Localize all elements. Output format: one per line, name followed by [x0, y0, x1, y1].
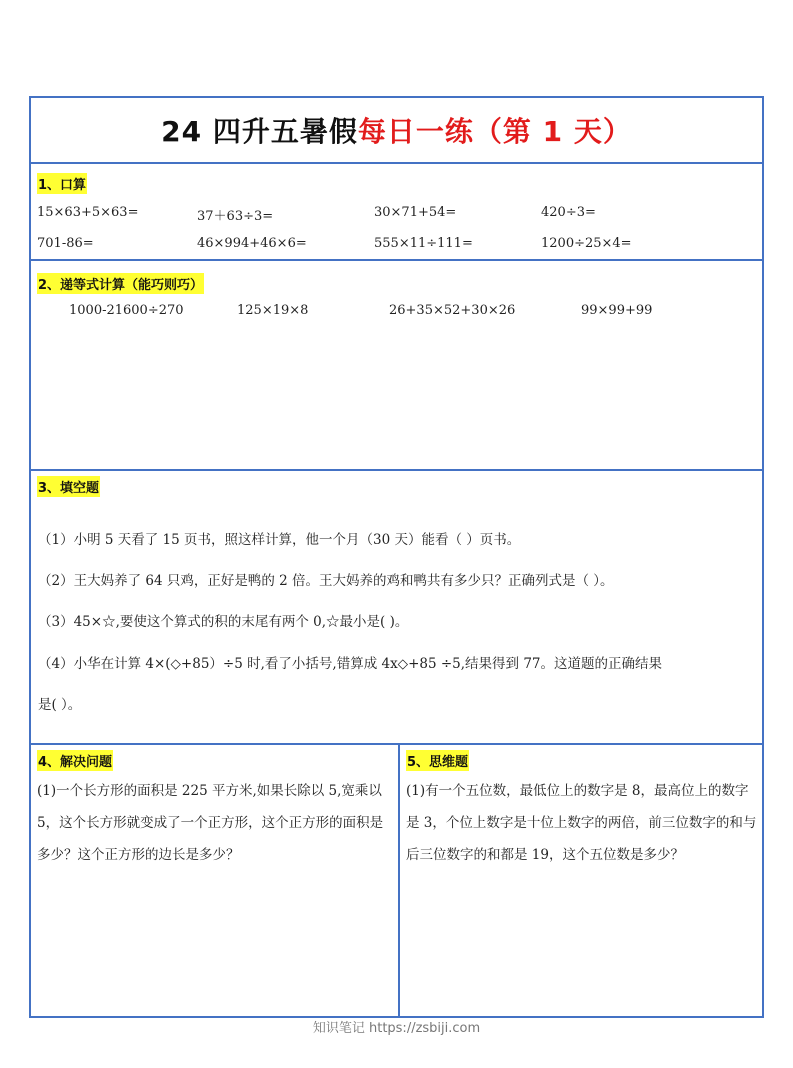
fill-blank-q3: （3）45×☆,要使这个算式的积的末尾有两个 0,☆最小是( )。	[38, 614, 409, 630]
step-calc-item: 99×99+99	[581, 303, 653, 318]
mental-math-item: 1200÷25×4=	[541, 236, 632, 251]
section-mental-math	[31, 164, 762, 261]
fill-blank-q1: （1）小明 5 天看了 15 页书，照这样计算，他一个月（30 天）能看（ ）页书。	[38, 532, 521, 548]
worksheet-title	[31, 110, 762, 150]
section-fill-blanks	[31, 471, 762, 745]
fill-blank-q4-line2: 是( ）。	[38, 697, 82, 713]
footer-watermark: 知识笔记 https://zsbiji.com	[312, 1021, 481, 1036]
step-calc-item: 125×19×8	[237, 303, 309, 318]
column-divider	[398, 745, 400, 1018]
section3-heading: 3、填空题	[37, 476, 100, 497]
section-step-calculation	[31, 261, 762, 471]
problem-solving-question: (1)一个长方形的面积是 225 平方米,如果长除以 5,宽乘以 5，这个长方形就变成了一个正方形，这个正方形的面积是多少？这个正方形的边长是多少？	[37, 783, 384, 863]
section5-heading: 5、思维题	[406, 750, 469, 771]
title-row	[31, 98, 762, 164]
section2-heading: 2、递等式计算（能巧则巧）	[37, 273, 204, 294]
title-red: 每日一练（第 1 天）	[357, 115, 632, 148]
mental-math-item: 46×994+46×6=	[197, 236, 307, 251]
step-calc-item: 1000-21600÷270	[69, 303, 184, 318]
section4-heading: 4、解决问题	[37, 750, 113, 771]
mental-math-item: 701-86=	[37, 236, 94, 251]
fill-blank-q2: （2）王大妈养了 64 只鸡，正好是鸭的 2 倍。王大妈养的鸡和鸭共有多少只？正确列式是（ ）。	[38, 573, 614, 589]
thinking-question: (1)有一个五位数，最低位上的数字是 8，最高位上的数字是 3，个位上数字是十位上数字的两倍，前三位数字的和与后三位数字的和都是 19，这个五位数是多少？	[406, 783, 757, 863]
mental-math-item: 555×11÷111=	[374, 236, 473, 251]
step-calc-item: 26+35×52+30×26	[389, 303, 516, 318]
mental-math-item: 30×71+54=	[374, 205, 457, 220]
fill-blank-q4-line1: （4）小华在计算 4×(◇+85）÷5 时,看了小括号,错算成 4x◇+85 ÷5,结果得到 77。这道题的正确结果	[38, 656, 663, 672]
worksheet	[29, 96, 764, 1018]
mental-math-item: 420÷3=	[541, 205, 596, 220]
section-problems	[31, 745, 762, 1018]
title-black: 24 四升五暑假	[161, 115, 358, 148]
mental-math-item: 15×63+5×63=	[37, 205, 139, 220]
mental-math-item: 37＋63÷3=	[197, 209, 274, 224]
section1-heading: 1、口算	[37, 173, 87, 194]
